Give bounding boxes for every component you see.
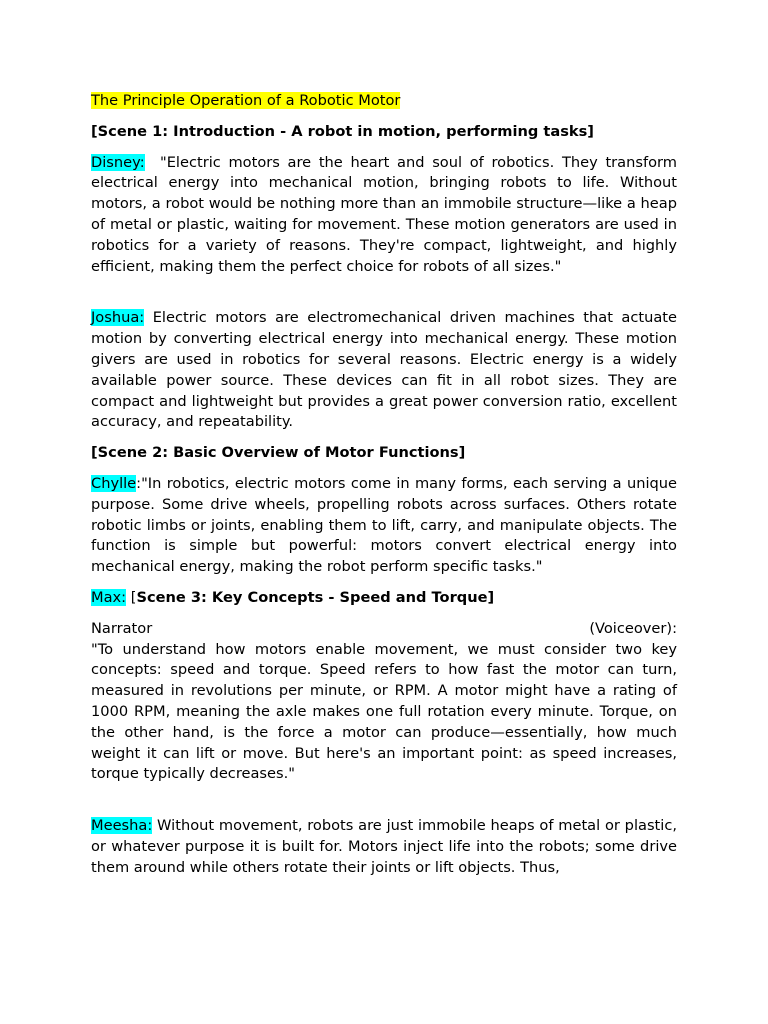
narrator-line — [91, 619, 677, 640]
joshua-paragraph — [91, 308, 682, 433]
narrator-label: Narrator — [91, 619, 153, 637]
speaker-max: Max: — [91, 588, 127, 606]
meesha-text: Without movement, robots are just immobile heaps of metal or plastic, or whatever purpose it is built for. Motors inject life into the robots; some drive them around while others rotate their joints or lift objects. Thus, — [91, 817, 682, 876]
disney-paragraph — [91, 153, 682, 278]
max-paragraph — [91, 588, 677, 609]
speaker-joshua: Joshua: — [91, 309, 145, 327]
paragraph-gap — [91, 795, 677, 816]
narrator-paragraph — [91, 619, 677, 785]
paragraph-gap — [91, 287, 677, 308]
joshua-text: Electric motors are electromechanical driven machines that actuate motion by converting electrical energy into mechanical energy. These motion givers are used in robotics for several reasons. Electric energy is a widely available power source. These devices can fit in all robot sizes. They are compact and lightweight but provides a great power conversion ratio, excellent accuracy, and repeatability. — [91, 309, 682, 431]
speaker-chylle: Chylle — [91, 474, 137, 492]
document-body — [91, 91, 682, 889]
scene-2-heading: [Scene 2: Basic Overview of Motor Functions] — [91, 444, 466, 462]
scene-3-heading: Scene 3: Key Concepts - Speed and Torque] — [136, 588, 495, 606]
scene-1-heading: [Scene 1: Introduction - A robot in motion, performing tasks] — [91, 122, 594, 140]
narrator-text: "To understand how motors enable movement, we must consider two key concepts: speed and torque. Speed refers to how fast the motor can turn, measured in revolutions per minute, or RPM. A motor might have a rating of 1000 RPM, meaning the axle makes one full rotation every minute. Torque, on the other hand, is the force a motor can produce—essentially, how much weight it can lift or move. But here's an important point: as speed increases, torque typically decreases." — [91, 640, 677, 783]
max-bracket: [ — [126, 588, 137, 606]
speaker-disney: Disney: — [91, 153, 145, 171]
disney-text: "Electric motors are the heart and soul of robotics. They transform electrical energy into mechanical motion, bringing robots to life. Without motors, a robot would be nothing more than an immobile structure—like a heap of metal or plastic, waiting for movement. These motion generators are used in robotics for a variety of reasons. They're compact, lightweight, and highly efficient, making them the perfect choice for robots of all sizes." — [91, 153, 682, 275]
speaker-meesha: Meesha: — [91, 817, 153, 835]
voiceover-label: (Voiceover): — [589, 619, 677, 637]
chylle-paragraph — [91, 474, 677, 578]
document-title: The Principle Operation of a Robotic Motor — [91, 92, 401, 109]
meesha-paragraph — [91, 816, 682, 878]
chylle-text: :"In robotics, electric motors come in many forms, each serving a unique purpose. Some drive wheels, propelling robots across surfaces. Others rotate robotic limbs or joints, enabling them to lift, carry, and manipulate objects. The function is simple but powerful: motors convert electrical energy into mechanical energy, making the robot perform specific tasks." — [91, 474, 677, 576]
document-title-paragraph — [91, 91, 677, 112]
